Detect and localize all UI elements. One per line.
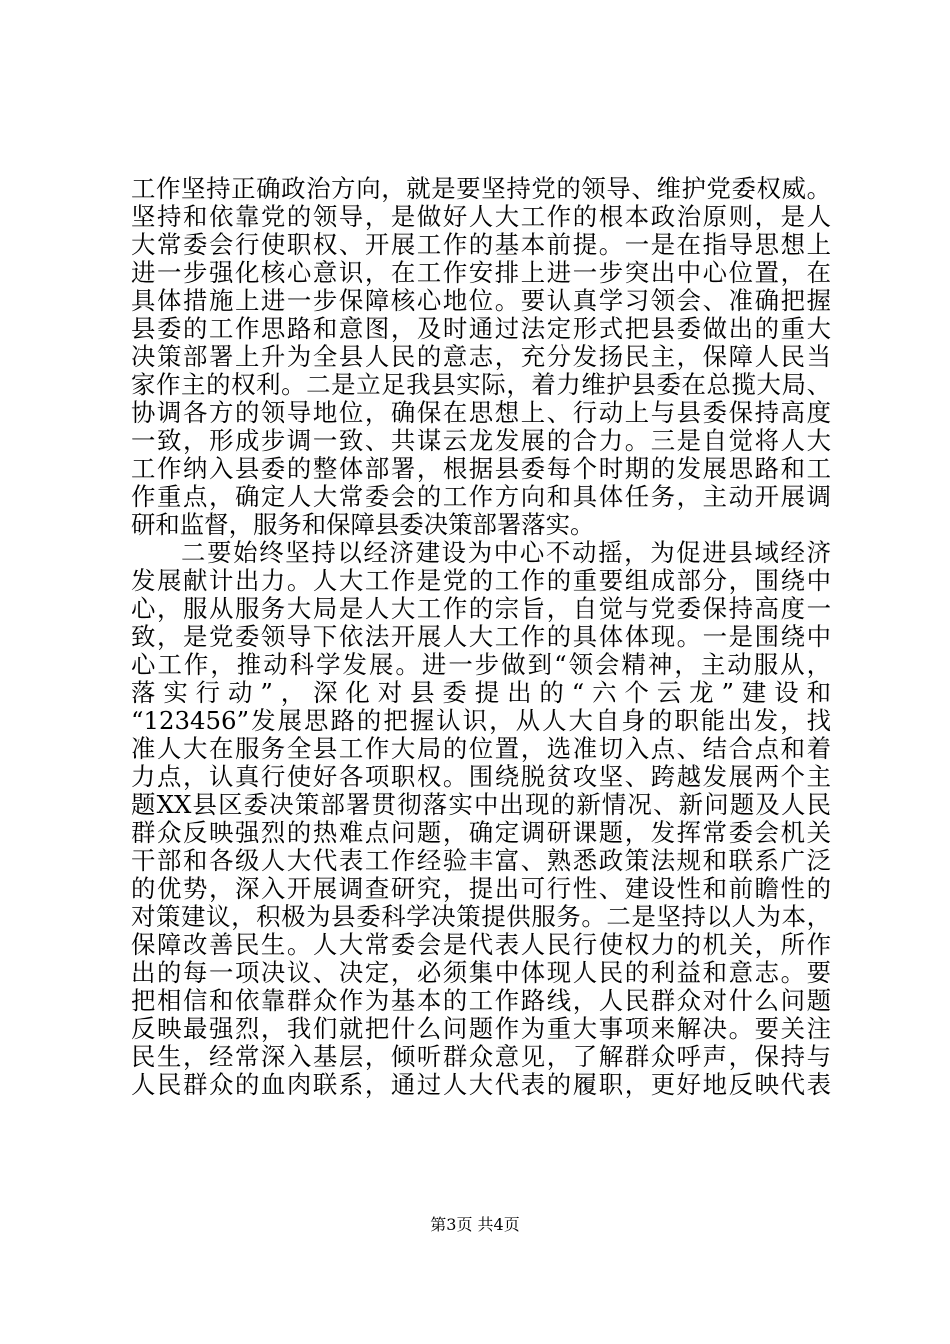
text-line: 保障改善民生。人大常委会是代表人民行使权力的机关，所作 <box>131 931 831 959</box>
text-line: 心工作，推动科学发展。进一步做到“领会精神，主动服从， <box>131 651 831 679</box>
text-line: 工作纳入县委的整体部署，根据县委每个时期的发展思路和工 <box>131 455 831 483</box>
text-line: 决策部署上升为全县人民的意志，充分发扬民主，保障人民当 <box>131 343 831 371</box>
text-line: 民生，经常深入基层，倾听群众意见，了解群众呼声，保持与 <box>131 1043 831 1071</box>
text-line: 的优势，深入开展调查研究，提出可行性、建设性和前瞻性的 <box>131 875 831 903</box>
text-line: 发展献计出力。人大工作是党的工作的重要组成部分，围绕中 <box>131 567 831 595</box>
text-line: 对策建议，积极为县委科学决策提供服务。二是坚持以人为本， <box>131 903 831 931</box>
text-line: 作重点，确定人大常委会的工作方向和具体任务，主动开展调 <box>131 483 831 511</box>
text-line: 进一步强化核心意识，在工作安排上进一步突出中心位置，在 <box>131 259 831 287</box>
text-line: 落实行动”，深化对县委提出的“六个云龙”建设和 <box>131 679 831 707</box>
text-line: 协调各方的领导地位，确保在思想上、行动上与县委保持高度 <box>131 399 831 427</box>
text-line: 题XX县区委决策部署贯彻落实中出现的新情况、新问题及人民 <box>131 791 831 819</box>
text-line: 干部和各级人大代表工作经验丰富、熟悉政策法规和联系广泛 <box>131 847 831 875</box>
text-line: 准人大在服务全县工作大局的位置，选准切入点、结合点和着 <box>131 735 831 763</box>
text-line: 把相信和依靠群众作为基本的工作路线，人民群众对什么问题 <box>131 987 831 1015</box>
text-line: 力点，认真行使好各项职权。围绕脱贫攻坚、跨越发展两个主 <box>131 763 831 791</box>
text-line: 大常委会行使职权、开展工作的基本前提。一是在指导思想上 <box>131 231 831 259</box>
text-line: 致，是党委领导下依法开展人大工作的具体体现。一是围绕中 <box>131 623 831 651</box>
text-line: 人民群众的血肉联系，通过人大代表的履职，更好地反映代表 <box>131 1071 831 1099</box>
text-line: 群众反映强烈的热难点问题，确定调研课题，发挥常委会机关 <box>131 819 831 847</box>
text-line: 坚持和依靠党的领导，是做好人大工作的根本政治原则，是人 <box>131 203 831 231</box>
page-number-footer: 第3页 共4页 <box>430 1215 520 1234</box>
paragraph-first-line: 二要始终坚持以经济建设为中心不动摇，为促进县域经济 <box>181 539 831 567</box>
document-body <box>131 175 831 1099</box>
text-line: 家作主的权利。二是立足我县实际，着力维护县委在总揽大局、 <box>131 371 831 399</box>
text-line: 研和监督，服务和保障县委决策部署落实。 <box>131 511 595 539</box>
text-line: 心，服从服务大局是人大工作的宗旨，自觉与党委保持高度一 <box>131 595 831 623</box>
text-line: “123456”发展思路的把握认识，从人大自身的职能出发，找 <box>131 707 831 735</box>
text-line: 反映最强烈，我们就把什么问题作为重大事项来解决。要关注 <box>131 1015 831 1043</box>
text-line: 县委的工作思路和意图，及时通过法定形式把县委做出的重大 <box>131 315 831 343</box>
text-line: 出的每一项决议、决定，必须集中体现人民的利益和意志。要 <box>131 959 831 987</box>
text-line: 工作坚持正确政治方向，就是要坚持党的领导、维护党委权威。 <box>131 175 831 203</box>
text-line: 具体措施上进一步保障核心地位。要认真学习领会、准确把握 <box>131 287 831 315</box>
text-line: 一致，形成步调一致、共谋云龙发展的合力。三是自觉将人大 <box>131 427 831 455</box>
